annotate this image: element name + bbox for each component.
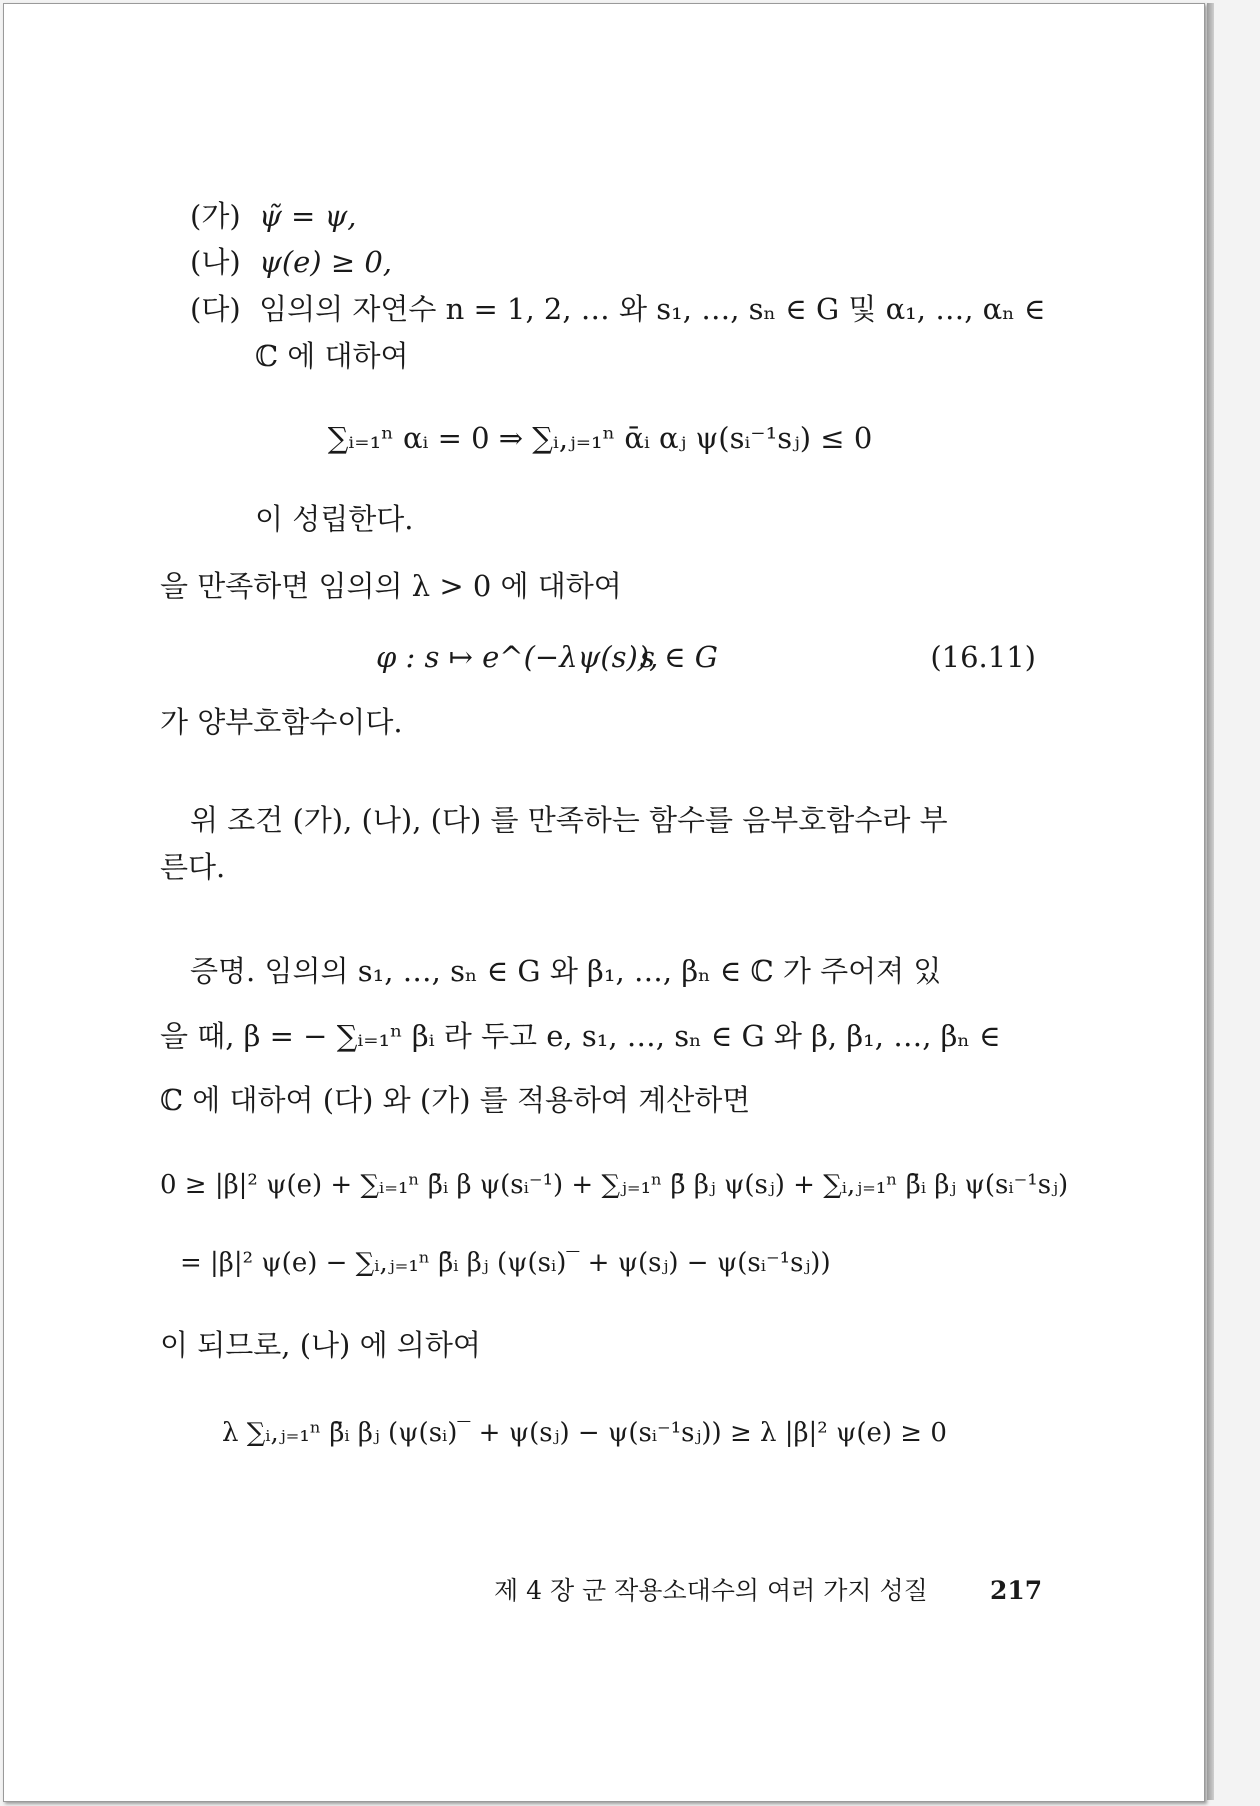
condition-b-label: (나)	[190, 245, 241, 279]
line-therefore: 이 되므로, (나) 에 의하여	[160, 1328, 481, 1362]
proof-line-3: ℂ 에 대하여 (다) 와 (가) 를 적용하여 계산하면	[160, 1083, 751, 1117]
condition-c-end: 이 성립한다.	[255, 502, 414, 536]
line-positive-definite: 가 양부호함수이다.	[160, 705, 403, 739]
inequality-line-1: 0 ≥ |β|² ψ(e) + ∑ᵢ₌₁ⁿ β̄ᵢ β ψ(sᵢ⁻¹) + ∑ⱼ₌₁ⁿ β̄ βⱼ ψ(sⱼ) + ∑ᵢ,ⱼ₌₁ⁿ β̄ᵢ βⱼ ψ(sᵢ⁻¹sⱼ)	[160, 1170, 1069, 1200]
inequality-line-2: = |β|² ψ(e) − ∑ᵢ,ⱼ₌₁ⁿ β̄ᵢ βⱼ (ψ(sᵢ)‾ + ψ(sⱼ) − ψ(sᵢ⁻¹sⱼ))	[180, 1248, 831, 1278]
condition-a-text: ψ̃ = ψ,	[259, 199, 357, 233]
condition-a-label: (가)	[190, 199, 241, 233]
remark-line-1: 위 조건 (가), (나), (다) 를 만족하는 함수를 음부호함수라 부	[190, 803, 948, 837]
page-number: 217	[990, 1576, 1043, 1605]
condition-b-text: ψ(e) ≥ 0,	[259, 245, 393, 279]
book-page	[3, 3, 1205, 1802]
proof-line-1: 증명. 임의의 s₁, …, sₙ ∈ G 와 β₁, …, βₙ ∈ ℂ 가 주어져 있	[190, 954, 942, 988]
condition-c-label: (다)	[190, 292, 241, 326]
definition-formula: φ : s ↦ e^(−λψ(s)),	[376, 640, 659, 674]
condition-b	[190, 242, 392, 282]
page-spine	[1207, 3, 1214, 1800]
definition-domain: s ∈ G	[640, 640, 718, 674]
equation-number: (16.11)	[930, 640, 1036, 674]
remark-line-2: 른다.	[160, 850, 226, 884]
condition-c-continuation: ℂ 에 대하여	[255, 339, 409, 373]
proof-line-2: 을 때, β = − ∑ᵢ₌₁ⁿ βᵢ 라 두고 e, s₁, …, sₙ ∈ G 와 β, β₁, …, βₙ ∈	[160, 1019, 1001, 1053]
condition-c-text: 임의의 자연수 n = 1, 2, … 와 s₁, …, sₙ ∈ G 및 α₁, …, αₙ ∈	[259, 292, 1046, 326]
final-inequality: λ ∑ᵢ,ⱼ₌₁ⁿ β̄ᵢ βⱼ (ψ(sᵢ)‾ + ψ(sⱼ) − ψ(sᵢ⁻¹sⱼ)) ≥ λ |β|² ψ(e) ≥ 0	[222, 1418, 947, 1448]
condition-a	[190, 196, 357, 236]
line-satisfy: 을 만족하면 임의의 λ > 0 에 대하여	[160, 569, 622, 603]
condition-c	[190, 289, 1045, 329]
condition-c-formula: ∑ᵢ₌₁ⁿ αᵢ = 0 ⇒ ∑ᵢ,ⱼ₌₁ⁿ ᾱᵢ αⱼ ψ(sᵢ⁻¹sⱼ) ≤ 0	[327, 421, 873, 455]
footer-chapter-title: 제 4 장 군 작용소대수의 여러 가지 성질	[494, 1576, 928, 1605]
